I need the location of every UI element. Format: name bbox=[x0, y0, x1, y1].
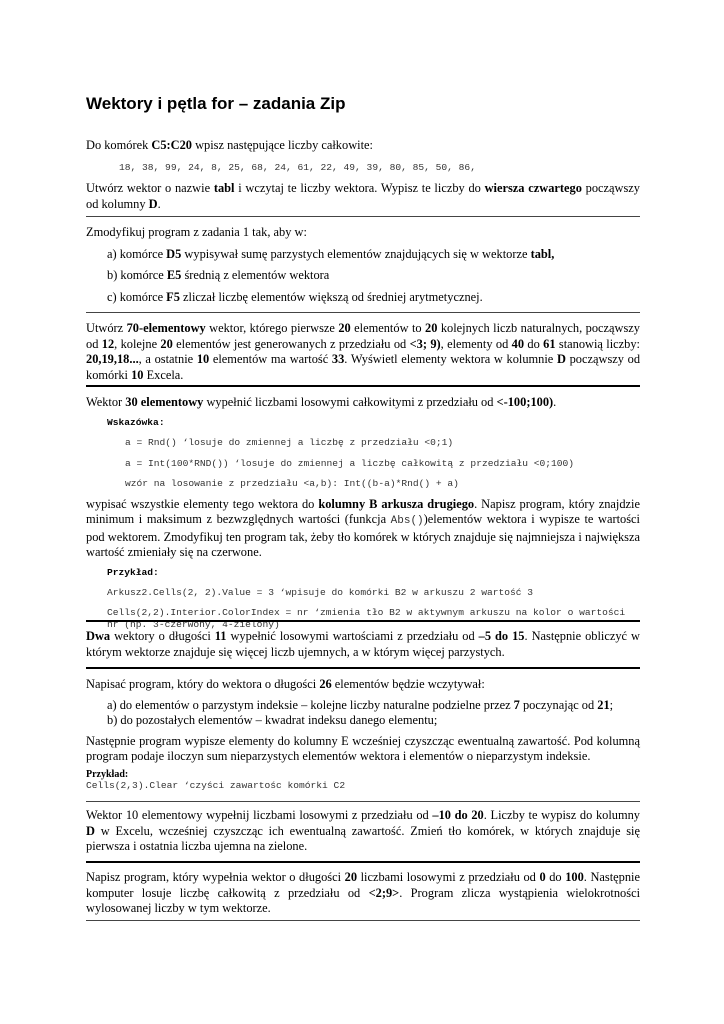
text: –10 do 20 bbox=[432, 808, 484, 822]
text: począwszy od komórki bbox=[86, 352, 641, 382]
text: wektor, którego pierwsze bbox=[205, 321, 339, 335]
example-label: Przykład: bbox=[86, 768, 129, 780]
text: 20,19,18... bbox=[86, 352, 139, 366]
text: wpisz następujące liczby całkowite: bbox=[192, 138, 373, 152]
text: b) komórce bbox=[107, 268, 167, 282]
text: c) komórce bbox=[107, 289, 167, 304]
text: 26 bbox=[319, 677, 332, 691]
text: a) do elementów o parzystym indeksie – kolejne liczby naturalne podzielne przez bbox=[107, 697, 514, 712]
text: elementów to bbox=[350, 321, 426, 335]
text: Wektor 10 elementowy wypełnij liczbami losowymi z przedziału od bbox=[86, 808, 433, 822]
text: kolejnych liczb naturalnych, począwszy od bbox=[86, 321, 640, 351]
text: , kolejne bbox=[114, 336, 161, 351]
hint-label: Wskazówka: bbox=[107, 416, 165, 428]
divider bbox=[86, 385, 640, 387]
divider bbox=[86, 620, 640, 622]
text: D bbox=[86, 823, 95, 838]
text: D bbox=[556, 352, 566, 366]
text: . Liczby te wypisz do kolumny bbox=[483, 808, 641, 822]
text: 11 bbox=[214, 629, 227, 643]
text: do bbox=[524, 336, 544, 351]
text: począwszy od kolumny bbox=[86, 181, 641, 211]
task-4 bbox=[86, 395, 640, 631]
text: wypisać wszystkie elementy tego wektora do bbox=[86, 496, 319, 511]
text: wiersza czwartego bbox=[484, 181, 582, 195]
code-line: wzór na losowanie z przedziału <a,b): Int((b-a)*Rnd() + a) bbox=[125, 478, 459, 489]
task-2-item-b bbox=[86, 268, 640, 284]
divider bbox=[86, 920, 640, 921]
task-3-body bbox=[86, 321, 640, 383]
text: Napisz program, który wypełnia wektor o długości bbox=[86, 870, 345, 884]
text: 33 bbox=[331, 352, 345, 366]
text: Wektor bbox=[86, 395, 126, 409]
text: wektory o długości bbox=[110, 629, 215, 643]
text: a) komórce bbox=[107, 246, 167, 261]
divider bbox=[86, 312, 640, 313]
text: wypisywał sumę parzystych elementów znajdujących się w wektorze bbox=[181, 246, 531, 261]
text: )elementów wektora i wypisze te wartości pod wektorem. Zmodyfikuj ten program tak, żeby tło komórek w których znajduje się najmniejsza i największa wartość zmieniały się na czerwone. bbox=[86, 512, 640, 559]
text: elementów jest generowanych z przedziału od bbox=[172, 336, 410, 351]
code-line: a = Rnd() ‘losuje do zmiennej a liczbę z przedziału <0;1) bbox=[125, 437, 454, 448]
text: 20 bbox=[338, 321, 351, 335]
text: . bbox=[553, 395, 557, 409]
text: stanowią liczby: bbox=[555, 336, 640, 351]
task-4-intro bbox=[86, 395, 640, 411]
task-4-body bbox=[86, 497, 640, 561]
text: w Excelu, wcześniej czyszcząc ich ewentualną zawartość. Zmień tło komórek, w których znajduje się pierwsza i ostatnia liczba ujemna na zielone. bbox=[86, 823, 640, 853]
task-5-body bbox=[86, 629, 640, 660]
text: 100 bbox=[565, 870, 584, 884]
text: do bbox=[545, 870, 566, 884]
text: , a ostatnie bbox=[138, 352, 197, 366]
code-line: Arkusz2.Cells(2, 2).Value = 3 ‘wpisuje do komórki B2 w arkuszu 2 wartość 3 bbox=[107, 587, 534, 598]
task-6-body: Następnie program wypisze elementy do kolumny E wcześniej czyszcząc ewentualną zawartość. Pod kolumną program podaje iloczyn sum nieparzystych elementów wektora i elementów o nieparzystym indeksie. bbox=[86, 733, 640, 763]
text: 0 bbox=[539, 870, 546, 884]
task-2-item-a bbox=[86, 247, 640, 263]
divider bbox=[86, 861, 640, 863]
task-6 bbox=[86, 677, 640, 792]
text: . bbox=[157, 196, 161, 211]
text: F5 bbox=[166, 289, 180, 304]
cell-range: C5:C20 bbox=[151, 138, 192, 152]
task-1-body bbox=[86, 181, 640, 212]
text: D5 bbox=[166, 246, 182, 261]
text: 7 bbox=[513, 697, 520, 712]
text: 40 bbox=[511, 336, 525, 351]
text: Napisać program, który do wektora o długości bbox=[86, 677, 320, 691]
task-8-body bbox=[86, 870, 640, 917]
number-list: 18, 38, 99, 24, 8, 25, 68, 24, 61, 22, 49, 39, 80, 85, 50, 86, bbox=[119, 161, 476, 173]
text: Excela. bbox=[143, 367, 184, 382]
code-line: Cells(2,2).Interior.ColorIndex = nr ‘zmienia tło B2 w aktywnym arkuszu na kolor o wartości nr (np. 3-czerwony, 4-zielony) bbox=[107, 606, 626, 630]
text: ; bbox=[609, 697, 614, 712]
code-line: a = Int(100*RND()) ‘losuje do zmiennej a liczbę całkowitą z przedziału <0;100) bbox=[125, 457, 575, 469]
text: wypełnić liczbami losowymi całkowitymi z przedziału od bbox=[203, 395, 497, 409]
text: elementów ma wartość bbox=[209, 352, 332, 366]
task-3 bbox=[86, 321, 640, 383]
text: 12 bbox=[101, 336, 115, 351]
text: tabl, bbox=[530, 246, 555, 261]
task-2-item-c bbox=[86, 290, 640, 306]
text: liczbami losowymi z przedziału od bbox=[357, 870, 540, 884]
task-6-item-a bbox=[86, 698, 640, 714]
text: 20 bbox=[425, 321, 438, 335]
task-6-intro bbox=[86, 677, 640, 693]
text: , elementy od bbox=[440, 336, 512, 351]
text: 20 bbox=[344, 870, 358, 884]
text: 10 bbox=[196, 352, 210, 366]
text: E5 bbox=[166, 268, 182, 282]
inline-code: Abs() bbox=[390, 515, 424, 527]
task-7-body bbox=[86, 808, 640, 855]
text: i wczytaj te liczby wektora. Wypisz te liczby do bbox=[234, 181, 485, 195]
text: <3; 9) bbox=[409, 336, 441, 351]
text: . Następnie obliczyć w którym wektorze znajduje się więcej liczb ujemnych, a w którym więcej parzystych. bbox=[86, 629, 640, 659]
divider bbox=[86, 801, 640, 802]
task-5 bbox=[86, 629, 640, 660]
text: średnią z elementów wektora bbox=[181, 268, 330, 282]
text: elementów będzie wczytywał: bbox=[331, 677, 485, 691]
task-8 bbox=[86, 870, 640, 917]
text: . Program zlicza wystąpienia wielokrotności wylosowanej liczby w tym wektorze. bbox=[86, 885, 641, 915]
text: kolumny B arkusza drugiego bbox=[318, 496, 475, 511]
divider bbox=[86, 667, 640, 669]
text: 10 bbox=[131, 367, 144, 382]
task-6-item-b: b) do pozostałych elementów – kwadrat indeksu danego elementu; bbox=[107, 713, 438, 727]
text: 30 elementowy bbox=[125, 395, 204, 409]
task-1 bbox=[86, 138, 640, 212]
code-line: Cells(2,3).Clear ‘czyści zawartośc komórki C2 bbox=[86, 779, 346, 791]
text: 70-elementowy bbox=[126, 321, 206, 335]
example-label: Przykład: bbox=[107, 566, 159, 578]
task-2 bbox=[86, 225, 640, 305]
text: Utwórz wektor o nazwie bbox=[86, 181, 214, 195]
text: Do komórek bbox=[86, 138, 152, 152]
text: <2;9> bbox=[368, 885, 400, 900]
text: Dwa bbox=[86, 629, 111, 643]
text: 21 bbox=[597, 697, 610, 712]
text: –5 do 15 bbox=[478, 629, 525, 643]
page-title: Wektory i pętla for – zadania Zip bbox=[86, 94, 346, 113]
text: tabl bbox=[213, 181, 235, 195]
text: <-100;100) bbox=[496, 395, 554, 409]
text: poczynając od bbox=[519, 697, 598, 712]
text: Utwórz bbox=[86, 321, 127, 335]
text: . Napisz program, który znajdzie minimum i maksimum z bezwzględnych wartości (funkcja bbox=[86, 496, 640, 526]
text: . Następnie komputer losuje liczbę całkowitą z przedziału od bbox=[86, 870, 640, 900]
text: zliczał liczbę elementów większą od średniej arytmetycznej. bbox=[179, 289, 483, 304]
task-2-intro: Zmodyfikuj program z zadania 1 tak, aby w: bbox=[86, 225, 307, 239]
text: 20 bbox=[160, 336, 173, 351]
task-1-intro bbox=[86, 138, 640, 154]
divider bbox=[86, 216, 640, 217]
text: wypełnić losowymi wartościami z przedziału od bbox=[226, 629, 479, 643]
text: D bbox=[148, 196, 158, 211]
text: 61 bbox=[543, 336, 556, 351]
task-7 bbox=[86, 808, 640, 855]
text: . Wyświetl elementy wektora w kolumnie bbox=[344, 352, 557, 366]
